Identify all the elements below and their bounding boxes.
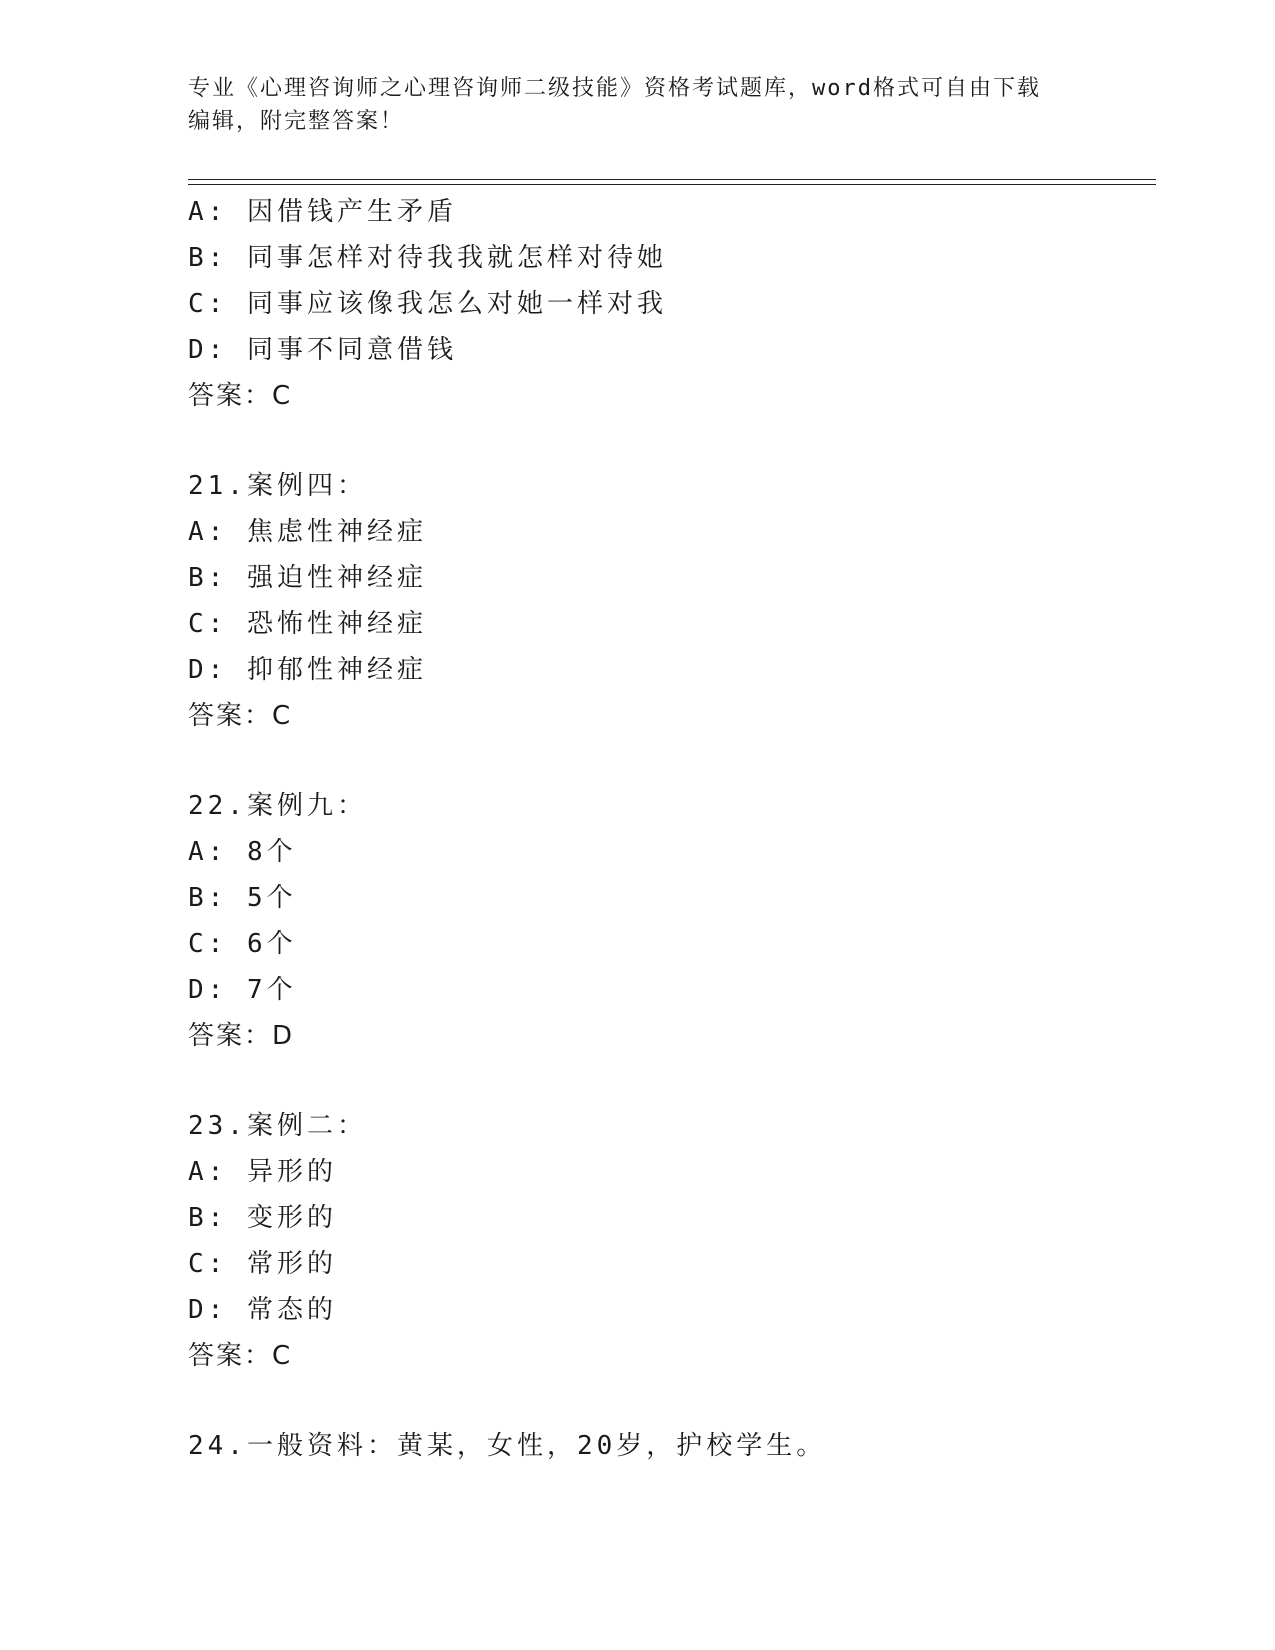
document-header	[188, 72, 1088, 138]
option-d: D: 抑郁性神经症	[188, 655, 427, 685]
option-c: C: 6个	[188, 929, 297, 959]
header-line-2: 编辑，附完整答案！	[188, 109, 405, 134]
header-divider-top	[188, 179, 1156, 180]
question-block-24	[188, 1423, 1168, 1469]
option-c: C: 同事应该像我怎么对她一样对我	[188, 289, 667, 319]
answer: 答案：D	[188, 1021, 295, 1051]
option-a: A: 8个	[188, 837, 297, 867]
option-c: C: 恐怖性神经症	[188, 609, 427, 639]
question-title: 24.一般资料：黄某，女性，20岁，护校学生。	[188, 1431, 827, 1461]
question-title: 23.案例二：	[188, 1111, 367, 1141]
option-b: B: 强迫性神经症	[188, 563, 427, 593]
header-divider-bottom	[188, 184, 1156, 185]
question-block-21	[188, 463, 1168, 739]
option-b: B: 同事怎样对待我我就怎样对待她	[188, 243, 667, 273]
answer: 答案：C	[188, 1341, 293, 1371]
option-c: C: 常形的	[188, 1249, 337, 1279]
option-b: B: 变形的	[188, 1203, 337, 1233]
question-list	[188, 189, 1168, 1469]
question-block-22	[188, 783, 1168, 1059]
option-a: A: 因借钱产生矛盾	[188, 197, 457, 227]
option-a: A: 异形的	[188, 1157, 337, 1187]
answer: 答案：C	[188, 701, 293, 731]
option-d: D: 7个	[188, 975, 297, 1005]
question-block-23	[188, 1103, 1168, 1379]
question-block-20-continued	[188, 189, 1168, 419]
question-title: 21.案例四：	[188, 471, 367, 501]
option-d: D: 同事不同意借钱	[188, 335, 457, 365]
option-d: D: 常态的	[188, 1295, 337, 1325]
answer: 答案：C	[188, 381, 293, 411]
option-a: A: 焦虑性神经症	[188, 517, 427, 547]
question-title: 22.案例九：	[188, 791, 367, 821]
header-line-1: 专业《心理咨询师之心理咨询师二级技能》资格考试题库，word格式可自由下载	[188, 76, 1041, 101]
option-b: B: 5个	[188, 883, 297, 913]
